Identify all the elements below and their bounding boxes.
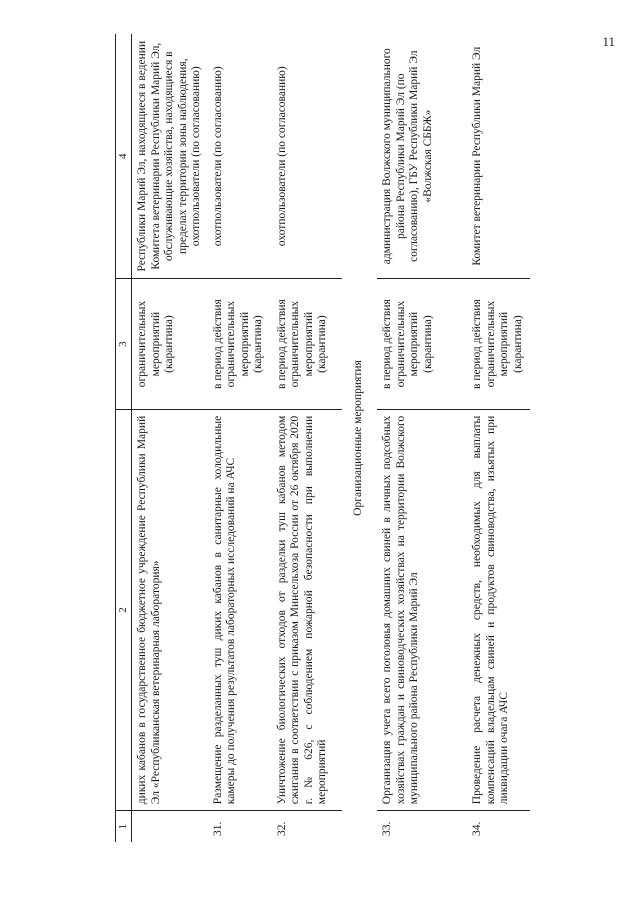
table-row [131, 34, 207, 842]
page-number: 11 [602, 34, 615, 49]
row-number [131, 811, 207, 842]
row-responsible: охотпользователи (по согласованию) [272, 34, 342, 279]
row-period: ограничительных мероприятий (карантина) [131, 279, 207, 409]
row-action: Проведение расчета денежных средств, необходимых для выплаты компенсаций владельцам свиней и продуктов свиноводства, изъятых при ликвидации очага АЧС [467, 409, 529, 810]
rotated-table-sheet [115, 34, 575, 842]
col-header-4: 4 [116, 34, 132, 279]
col-header-1: 1 [116, 811, 132, 842]
section-row [342, 34, 378, 842]
row-responsible: охотпользователи (по согласованию) [208, 34, 272, 279]
row-responsible: Комитет ветеринарии Республики Марий Эл [467, 34, 529, 279]
row-action: диких кабанов в государственное бюджетное учреждение Республики Марий Эл «Республиканская ветеринарная лаборатория» [131, 409, 207, 810]
col-header-3: 3 [116, 279, 132, 409]
row-responsible: администрация Волжского муниципального района Республики Марий Эл (по согласованию), ГБУ Республики Марий Эл «Волжская СББЖ» [377, 34, 467, 279]
column-header-row [116, 34, 132, 842]
row-responsible: Республики Марий Эл, находящиеся в ведении Комитета ветеринарии Республики Марий Эл, обслуживающие хозяйства, находящиеся в пределах территории зоны наблюдения, охотпользователи (по согласованию) [131, 34, 207, 279]
table-row [272, 34, 342, 842]
row-number: 33. [381, 821, 394, 836]
row-number: 32. [275, 821, 288, 836]
measures-table [115, 34, 530, 842]
table-row [208, 34, 272, 842]
row-number: 34. [471, 821, 484, 836]
row-action: Размещение разделанных туш диких кабанов в санитарные холодильные камеры до получения результатов лабораторных исследований на АЧС [208, 409, 272, 810]
row-period: в период действия ограничительных мероприятий (карантина) [208, 279, 272, 409]
section-title: Организационные мероприятия [351, 360, 364, 516]
row-number: 31. [211, 821, 224, 836]
row-period: в период действия ограничительных мероприятий (карантина) [272, 279, 342, 409]
table-row [377, 34, 467, 842]
row-period: в период действия ограничительных мероприятий (карантина) [377, 279, 467, 409]
row-action: Организация учета всего поголовья домашних свиней в личных подсобных хозяйствах граждан и свиноводческих хозяйствах на территории Волжского муниципального района Республики Марий Эл [377, 409, 467, 810]
row-period: в период действия ограничительных мероприятий (карантина) [467, 279, 529, 409]
col-header-2: 2 [116, 409, 132, 810]
row-action: Уничтожение биологических отходов от разделки туш кабанов методом сжигания в соответствии с приказом Минсельхоза России от 26 октября 2020 г. № 626, с соблюдением пожарной безопасности при выполнении мероприятий [272, 409, 342, 810]
table-row [467, 34, 529, 842]
